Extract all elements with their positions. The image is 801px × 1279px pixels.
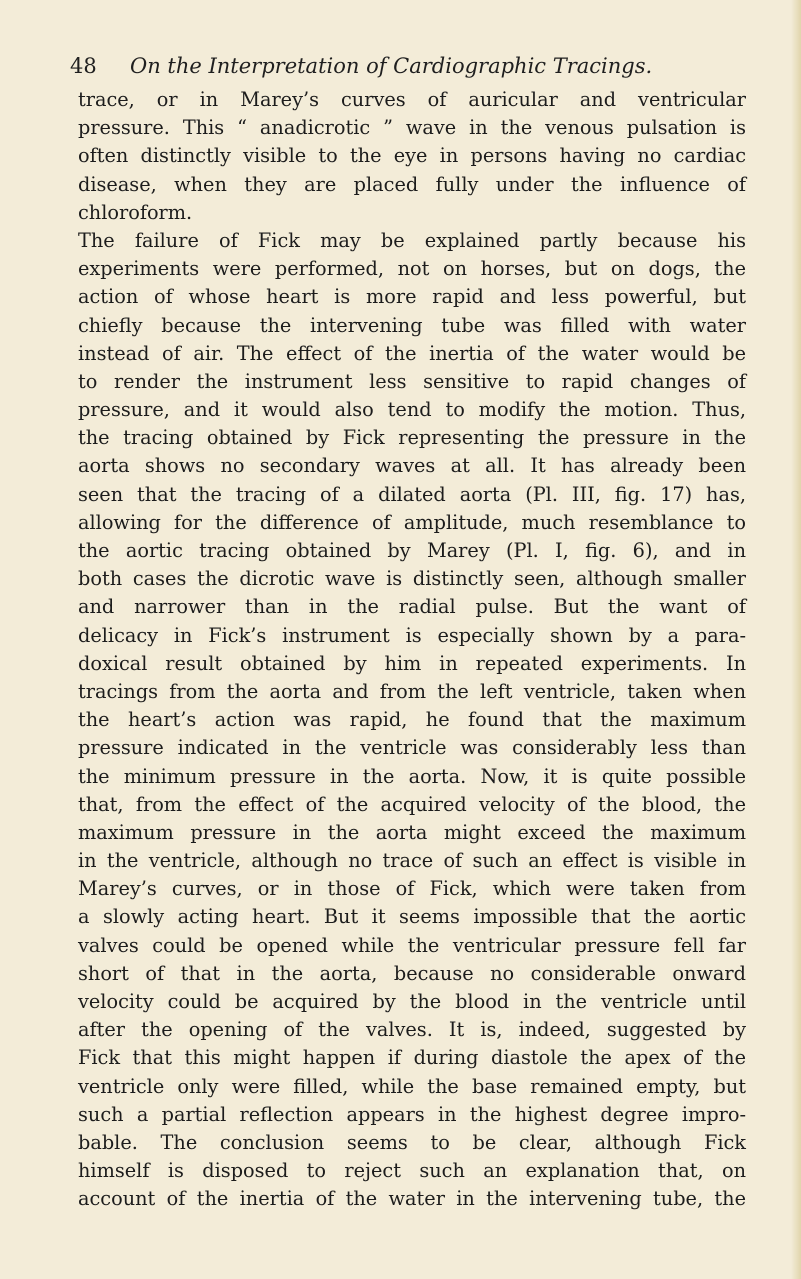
text-line: experiments were performed, not on horses, but on dogs, the bbox=[78, 257, 746, 281]
text-line: a slowly acting heart. But it seems impossible that the aortic bbox=[78, 905, 746, 929]
text-line: velocity could be acquired by the blood in the ventricle until bbox=[78, 990, 746, 1013]
text-line: account of the inertia of the water in the intervening tube, the bbox=[78, 1187, 746, 1211]
text-line: Fick that this might happen if during diastole the apex of the bbox=[78, 1046, 746, 1070]
text-line: often distinctly visible to the eye in persons having no cardiac bbox=[78, 144, 746, 168]
text-line: valves could be opened while the ventricular pressure fell far bbox=[78, 933, 746, 957]
text-line: in the ventricle, although no trace of such an effect is visible in bbox=[78, 849, 746, 873]
text-line: Marey’s curves, or in those of Fick, which were taken from bbox=[78, 877, 746, 901]
text-line: delicacy in Fick’s instrument is especially shown by a para- bbox=[78, 623, 746, 647]
text-line: instead of air. The effect of the inertia of the water would be bbox=[78, 341, 746, 365]
text-line: such a partial reflection appears in the highest degree impro- bbox=[78, 1102, 746, 1126]
text-line: seen that the tracing of a dilated aorta (Pl. III, fig. 17) has, bbox=[78, 482, 746, 506]
text-line: maximum pressure in the aorta might exceed the maximum bbox=[78, 820, 746, 844]
text-line: tracings from the aorta and from the left ventricle, taken when bbox=[78, 679, 746, 703]
text-line: The failure of Fick may be explained partly because his bbox=[78, 228, 746, 252]
text-line: allowing for the difference of amplitude, much resemblance to bbox=[78, 510, 746, 534]
text-line: pressure. This “ anadicrotic ” wave in the venous pulsation is bbox=[78, 116, 746, 140]
page-edge-shadow bbox=[791, 0, 801, 1279]
text-line: pressure, and it would also tend to modify the motion. Thus, bbox=[78, 398, 746, 422]
text-line: aorta shows no secondary waves at all. It has already been bbox=[78, 454, 746, 478]
text-line: the aortic tracing obtained by Marey (Pl. I, fig. 6), and in bbox=[78, 539, 746, 562]
text-line: the tracing obtained by Fick representing the pressure in the bbox=[78, 426, 746, 450]
text-line: that, from the effect of the acquired velocity of the blood, the bbox=[78, 792, 746, 816]
running-title: On the Interpretation of Cardiographic Tracings. bbox=[130, 54, 653, 78]
text-line: both cases the dicrotic wave is distinctly seen, although smaller bbox=[78, 567, 746, 591]
body-text bbox=[78, 86, 746, 1214]
text-line: chiefly because the intervening tube was filled with water bbox=[78, 313, 746, 337]
text-line: himself is disposed to reject such an explanation that, on bbox=[78, 1159, 746, 1183]
text-line: disease, when they are placed fully under the influence of bbox=[78, 172, 746, 196]
text-line: bable. The conclusion seems to be clear, although Fick bbox=[78, 1130, 746, 1154]
text-line: doxical result obtained by him in repeated experiments. In bbox=[78, 651, 746, 675]
text-line: after the opening of the valves. It is, indeed, suggested by bbox=[78, 1018, 746, 1042]
running-head bbox=[70, 48, 730, 84]
text-line: pressure indicated in the ventricle was considerably less than bbox=[78, 736, 746, 760]
text-line: the minimum pressure in the aorta. Now, it is quite possible bbox=[78, 764, 746, 788]
text-line: the heart’s action was rapid, he found that the maximum bbox=[78, 708, 746, 732]
text-line: and narrower than in the radial pulse. But the want of bbox=[78, 595, 746, 619]
text-line: ventricle only were filled, while the base remained empty, but bbox=[78, 1074, 746, 1098]
text-line: short of that in the aorta, because no considerable onward bbox=[78, 961, 746, 985]
text-line: to render the instrument less sensitive to rapid changes of bbox=[78, 369, 746, 393]
page-number: 48 bbox=[70, 54, 97, 78]
text-line: trace, or in Marey’s curves of auricular and ventricular bbox=[78, 88, 746, 111]
text-line: chloroform. bbox=[78, 200, 193, 224]
text-line: action of whose heart is more rapid and less powerful, but bbox=[78, 285, 746, 309]
